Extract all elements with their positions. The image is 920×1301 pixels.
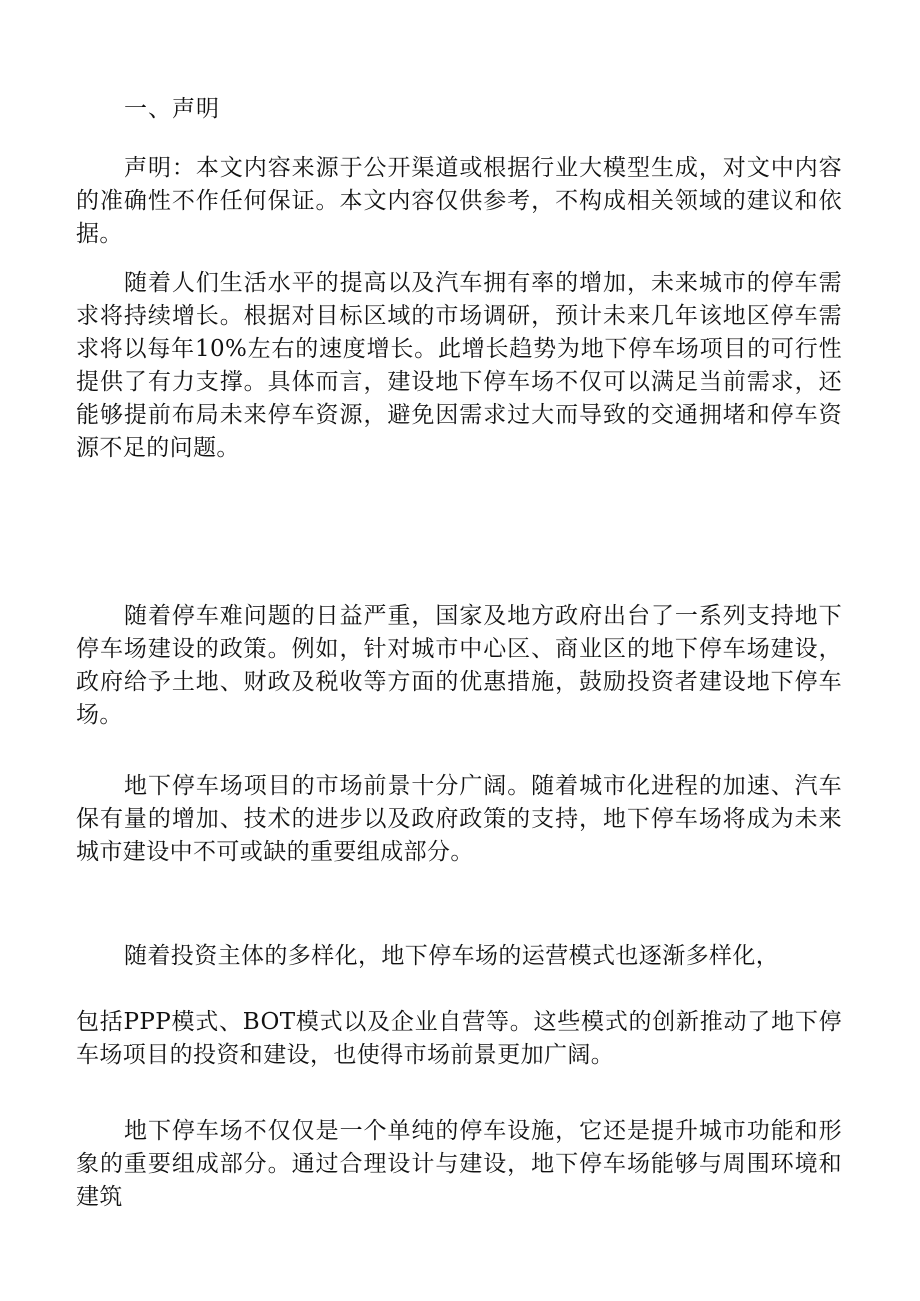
section-heading: 一、声明 [124, 96, 220, 122]
paragraph-demand-growth: 随着人们生活水平的提高以及汽车拥有率的增加，未来城市的停车需求将持续增长。根据对目标区域的市场调研，预计未来几年该地区停车需求将以每年10%左右的速度增长。此增长趋势为地下停车场项目的可行性提供了有力支撑。具体而言，建设地下停车场不仅可以满足当前需求，还能够提前布局未来停车资源，避免因需求过大而导致的交通拥堵和停车资源不足的问题。 [76, 270, 842, 461]
paragraph-urban-function: 地下停车场不仅仅是一个单纯的停车设施，它还是提升城市功能和形象的重要组成部分。通过合理设计与建设，地下停车场能够与周围环境和建筑 [76, 1118, 842, 1210]
paragraph-disclaimer: 声明：本文内容来源于公开渠道或根据行业大模型生成，对文中内容的准确性不作任何保证。本文内容仅供参考，不构成相关领域的建议和依据。 [76, 155, 842, 247]
paragraph-market-outlook: 地下停车场项目的市场前景十分广阔。随着城市化进程的加速、汽车保有量的增加、技术的进步以及政府政策的支持，地下停车场将成为未来城市建设中不可或缺的重要组成部分。 [76, 773, 842, 865]
paragraph-policy-support: 随着停车难问题的日益严重，国家及地方政府出台了一系列支持地下停车场建设的政策。例如，针对城市中心区、商业区的地下停车场建设，政府给予土地、财政及税收等方面的优惠措施，鼓励投资者建设地下停车场。 [76, 603, 842, 728]
paragraph-operation-models-continued: 包括PPP模式、BOT模式以及企业自营等。这些模式的创新推动了地下停车场项目的投资和建设，也使得市场前景更加广阔。 [76, 1009, 842, 1068]
paragraph-operation-models: 随着投资主体的多样化，地下停车场的运营模式也逐渐多样化， [124, 943, 780, 969]
